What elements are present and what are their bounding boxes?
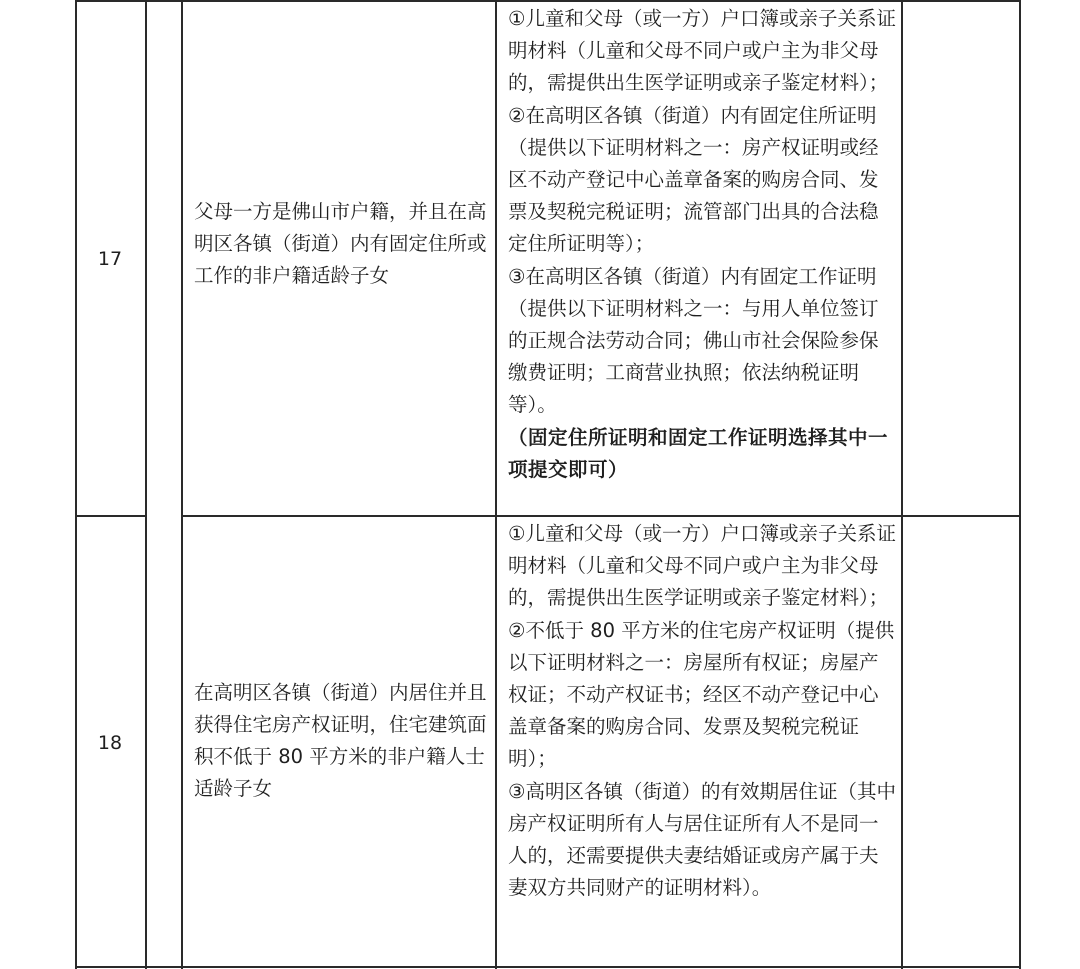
material-item: ②在高明区各镇（街道）内有固定住所证明（提供以下证明材料之一：房产权证明或经区不动产登记中心盖章备案的购房合同、发票及契税完税证明；流管部门出具的合法稳定住所证明等）； bbox=[508, 103, 879, 256]
material-item: ③在高明区各镇（街道）内有固定工作证明（提供以下证明材料之一：与用人单位签订的正规合法劳动合同；佛山市社会保险参保缴费证明；工商营业执照；依法纳税证明等）。 bbox=[508, 264, 879, 417]
material-item: ①儿童和父母（或一方）户口簿或亲子关系证明材料（儿童和父母不同户或户主为非父母的，需提供出生医学证明或亲子鉴定材料）； bbox=[508, 7, 896, 95]
material-item: ②不低于 80 平方米的住宅房产权证明（提供以下证明材料之一：房屋所有权证；房屋产权证；不动产权证书；经区不动产登记中心盖章备案的购房合同、发票及契税完税证明）； bbox=[508, 618, 895, 771]
submission-note: （固定住所证明和固定工作证明选择其中一项提交即可） bbox=[508, 425, 889, 481]
material-item: ①儿童和父母（或一方）户口簿或亲子关系证明材料（儿童和父母不同户或户主为非父母的，需提供出生医学证明或亲子鉴定材料）； bbox=[508, 522, 896, 610]
row-number: 17 bbox=[97, 248, 123, 270]
material-item: ③高明区各镇（街道）的有效期居住证（其中房产权证明所有人与居住证所有人不是同一人的，还需要提供夫妻结婚证或房产属于夫妻双方共同财产的证明材料）。 bbox=[508, 779, 896, 900]
required-materials bbox=[508, 518, 896, 904]
table-border-left bbox=[75, 0, 77, 969]
eligibility-condition: 父母一方是佛山市户籍，并且在高明区各镇（街道）内有固定住所或工作的非户籍适龄子女 bbox=[194, 200, 487, 287]
row-divider-top bbox=[75, 0, 1021, 2]
row-divider-left-segment bbox=[75, 515, 147, 517]
row-number: 18 bbox=[97, 732, 123, 754]
column-divider-3 bbox=[495, 0, 497, 969]
row-divider-bottom bbox=[75, 966, 1021, 968]
table-border-right bbox=[1019, 0, 1021, 969]
column-divider-2 bbox=[181, 0, 183, 969]
row-divider-right-segment bbox=[181, 515, 1021, 517]
required-materials bbox=[508, 3, 896, 486]
column-divider-1 bbox=[145, 0, 147, 969]
column-divider-4 bbox=[901, 0, 903, 969]
eligibility-condition: 在高明区各镇（街道）内居住并且获得住宅房产权证明，住宅建筑面积不低于 80 平方米的非户籍人士适龄子女 bbox=[194, 681, 487, 800]
